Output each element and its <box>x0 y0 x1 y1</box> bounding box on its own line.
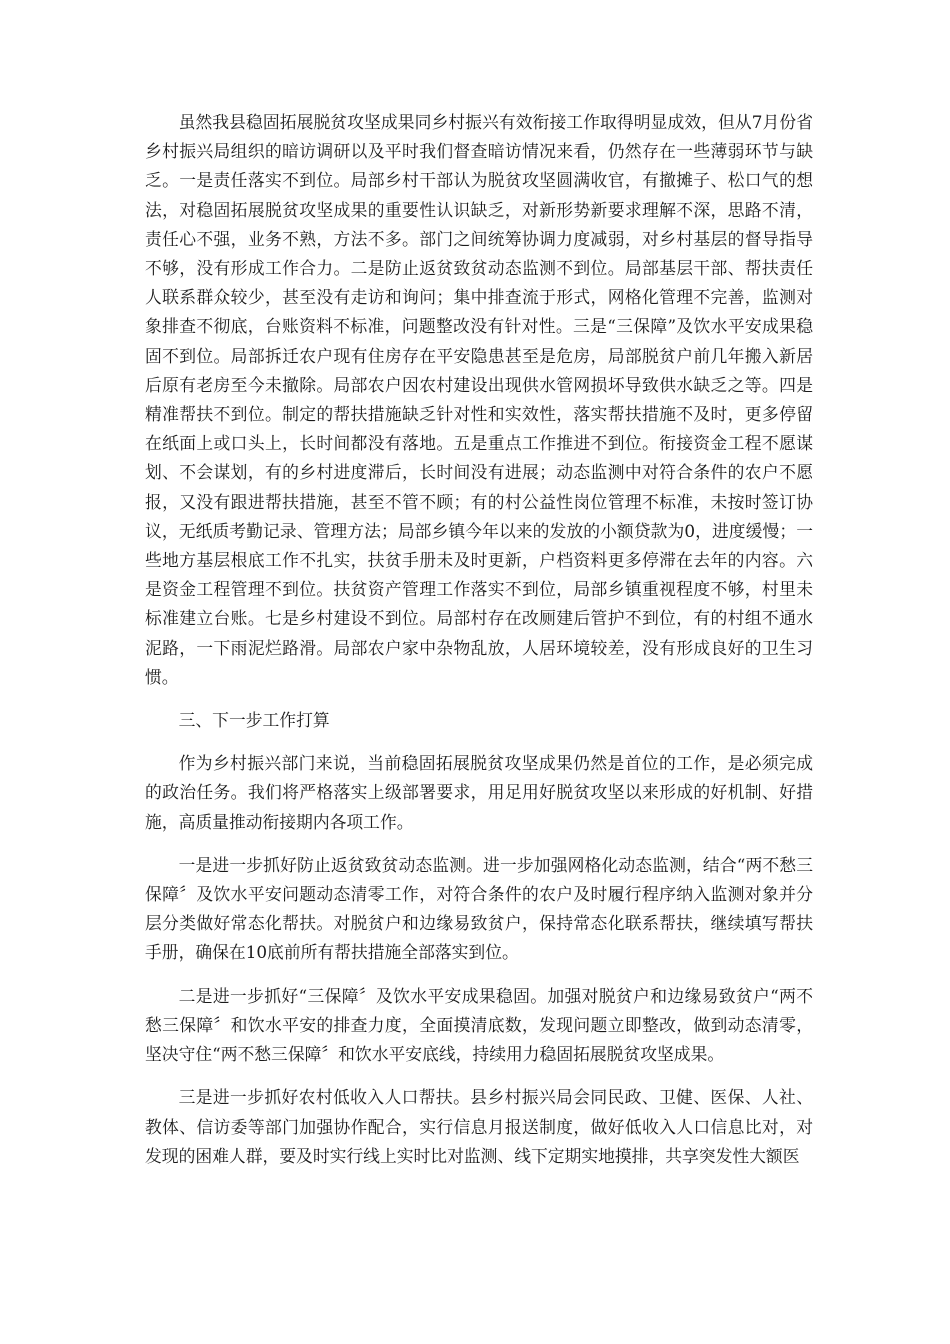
paragraph-step-one: 一是进一步抓好防止返贫致贫动态监测。进一步加强网格化动态监测，结合“两不愁三保障〞及饮水平安问题动态清零工作，对符合条件的农户及时履行程序纳入监测对象并分层分类做好常态化帮扶。对脱贫户和边缘易致贫户，保持常态化联系帮扶，继续填写帮扶手册，确保在10底前所有帮扶措施全部落实到位。 <box>145 854 813 963</box>
paragraph-step-two: 二是进一步抓好“三保障〞及饮水平安成果稳固。加强对脱贫户和边缘易致贫户“两不愁三保障〞和饮水平安的排查力度，全面摸清底数，发现问题立即整改，做到动态清零，坚决守住“两不愁三保障〞和饮水平安底线，持续用力稳固拓展脱贫攻坚成果。 <box>145 985 813 1065</box>
paragraph-weaknesses: 虽然我县稳固拓展脱贫攻坚成果同乡村振兴有效衔接工作取得明显成效，但从7月份省乡村振兴局组织的暗访调研以及平时我们督查暗访情况来看，仍然存在一些薄弱环节与缺乏。一是责任落实不到位。局部乡村干部认为脱贫攻坚圆满收官，有撤摊子、松口气的想法，对稳固拓展脱贫攻坚成果的重要性认识缺乏，对新形势新要求理解不深，思路不清，责任心不强，业务不熟，方法不多。部门之间统筹协调力度减弱，对乡村基层的督导指导不够，没有形成工作合力。二是防止返贫致贫动态监测不到位。局部基层干部、帮扶责任人联系群众较少，甚至没有走访和询问；集中排查流于形式，网格化管理不完善，监测对象排查不彻底，台账资料不标准，问题整改没有针对性。三是“三保障”及饮水平安成果稳固不到位。局部拆迁农户现有住房存在平安隐患甚至是危房，局部脱贫户前几年搬入新居后原有老房至今未撤除。局部农户因农村建设出现供水管网损坏导致供水缺乏之等。四是精准帮扶不到位。制定的帮扶措施缺乏针对性和实效性，落实帮扶措施不及时，更多停留在纸面上或口头上，长时间都没有落地。五是重点工作推进不到位。衔接资金工程不愿谋划、不会谋划，有的乡村进度滞后，长时间没有进展；动态监测中对符合条件的农户不愿报，又没有跟进帮扶措施，甚至不管不顾；有的村公益性岗位管理不标准，未按时签订协议，无纸质考勤记录、管理方法；局部乡镇今年以来的发放的小额贷款为0，进度缓慢；一些地方基层根底工作不扎实，扶贫手册未及时更新，户档资料更多停滞在去年的内容。六是资金工程管理不到位。扶贫资产管理工作落实不到位，局部乡镇重视程度不够，村里未标准建立台账。七是乡村建设不到位。局部村存在改厕建后管护不到位，有的村组不通水泥路，一下雨泥烂路滑。局部农户家中杂物乱放，人居环境较差，没有形成良好的卫生习惯。 <box>145 112 813 687</box>
section-heading-next-steps: 三、下一步工作打算 <box>178 710 330 731</box>
document-page <box>145 108 813 1185</box>
paragraph-step-three: 三是进一步抓好农村低收入人口帮扶。县乡村振兴局会同民政、卫健、医保、人社、教体、信访委等部门加强协作配合，实行信息月报送制度，做好低收入人口信息比对，对发现的困难人群，要及时实行线上实时比对监测、线下定期实地摸排，共享突发性大额医 <box>145 1087 813 1166</box>
paragraph-intro-next-steps: 作为乡村振兴部门来说，当前稳固拓展脱贫攻坚成果仍然是首位的工作，是必须完成的政治任务。我们将严格落实上级部署要求，用足用好脱贫攻坚以来形成的好机制、好措施，高质量推动衔接期内各项工作。 <box>145 753 813 832</box>
